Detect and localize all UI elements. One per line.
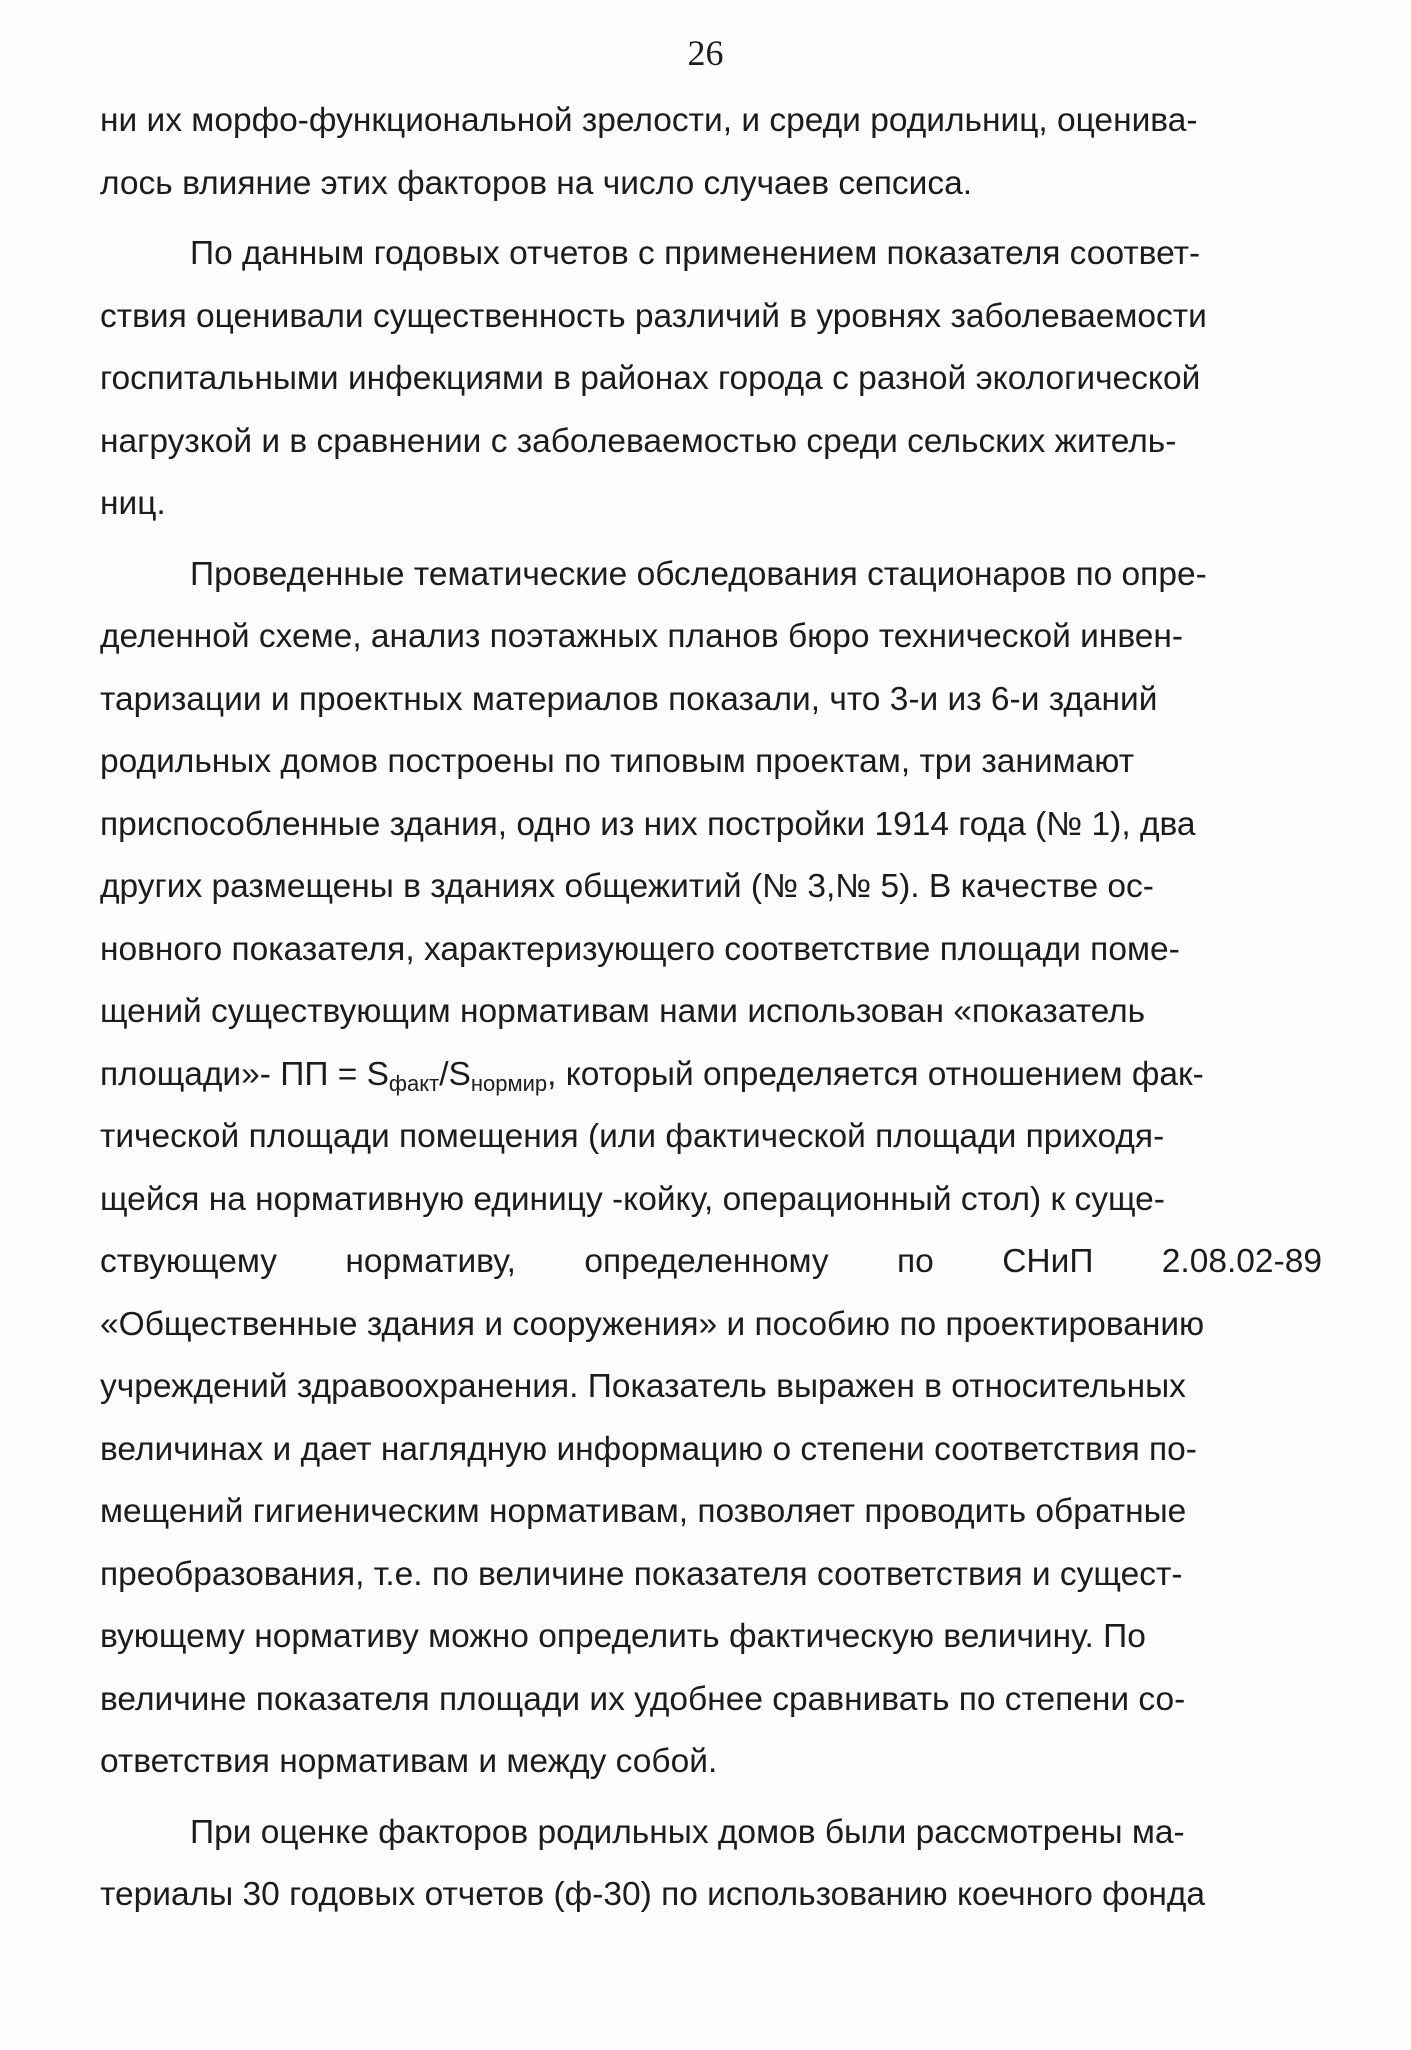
paragraph-continuation: [100, 90, 1322, 215]
snip-reference-line: [100, 1231, 1322, 1294]
text-line: величине показателя площади их удобнее сравнивать по степени со-: [100, 1680, 1186, 1718]
formula-line: [100, 1044, 1322, 1107]
text-line: ни их морфо-функциональной зрелости, и среди родильниц, оценива-: [100, 102, 1198, 139]
text-line: териалы 30 годовых отчетов (ф-30) по использованию коечного фонда: [100, 1876, 1206, 1913]
formula-prefix: площади»- ПП = S: [100, 1055, 389, 1093]
text-line: ниц.: [100, 485, 166, 522]
word: СНиП: [1002, 1243, 1094, 1280]
paragraph-annual-reports: [100, 223, 1322, 536]
word: 2.08.02-89: [1161, 1243, 1322, 1280]
text-line: щейся на нормативную единицу -койку, операционный стол) к суще-: [100, 1180, 1165, 1218]
word: определенному: [584, 1243, 829, 1280]
formula-mid: /S: [439, 1055, 471, 1093]
text-line: ответствия нормативам и между собой.: [100, 1743, 718, 1780]
text-line: Проведенные тематические обследования стационаров по опре-: [190, 555, 1207, 593]
paragraph-thematic-surveys: [100, 544, 1322, 1794]
page-number: 26: [687, 33, 724, 73]
text-line: учреждений здравоохранения. Показатель выражен в относительных: [100, 1368, 1186, 1405]
text-line: величинах и дает наглядную информацию о степени соответствия по-: [100, 1430, 1197, 1468]
word: ствующему: [100, 1243, 278, 1280]
text-line: лось влияние этих факторов на число случаев сепсиса.: [100, 164, 973, 202]
text-line: ствия оценивали существенность различий в уровнях заболеваемости: [100, 297, 1207, 335]
paragraph-maternity-factors: [100, 1802, 1322, 1927]
text-line: По данным годовых отчетов с применением показателя соответ-: [190, 235, 1201, 272]
text-line: мещений гигиеническим нормативам, позволяет проводить обратные: [100, 1493, 1187, 1530]
text-line: вующему нормативу можно определить фактическую величину. По: [100, 1618, 1146, 1655]
text-line: таризации и проектных материалов показали, что 3-и из 6-и зданий: [100, 680, 1158, 718]
text-line: других размещены в зданиях общежитий (№ 3,№ 5). В качестве ос-: [100, 868, 1154, 905]
document-body: [100, 90, 1322, 1927]
text-line: нагрузкой и в сравнении с заболеваемостью среди сельских житель-: [100, 422, 1177, 460]
text-line: тической площади помещения (или фактической площади приходя-: [100, 1118, 1165, 1155]
text-line: «Общественные здания и сооружения» и пособию по проектированию: [100, 1305, 1205, 1343]
text-line: родильных домов построены по типовым проектам, три занимают: [100, 743, 1135, 780]
text-line: деленной схеме, анализ поэтажных планов бюро технической инвен-: [100, 618, 1184, 655]
text-line: новного показателя, характеризующего соответствие площади поме-: [100, 930, 1180, 968]
formula-subscript-norm: нормир: [470, 1070, 548, 1096]
text-line: При оценке факторов родильных домов были рассмотрены ма-: [190, 1813, 1185, 1851]
word: нормативу,: [345, 1243, 516, 1280]
text-line: преобразования, т.е. по величине показателя соответствия и сущест-: [100, 1555, 1183, 1593]
formula-subscript-fact: факт: [388, 1070, 440, 1096]
text-line: приспособленные здания, одно из них постройки 1914 года (№ 1), два: [100, 805, 1196, 843]
text-line: госпитальными инфекциями в районах города с разной экологической: [100, 360, 1201, 397]
text-line: щений существующим нормативам нами использован «показатель: [100, 993, 1146, 1030]
formula-suffix: , который определяется отношением фак-: [547, 1055, 1204, 1093]
word: по: [897, 1243, 934, 1280]
